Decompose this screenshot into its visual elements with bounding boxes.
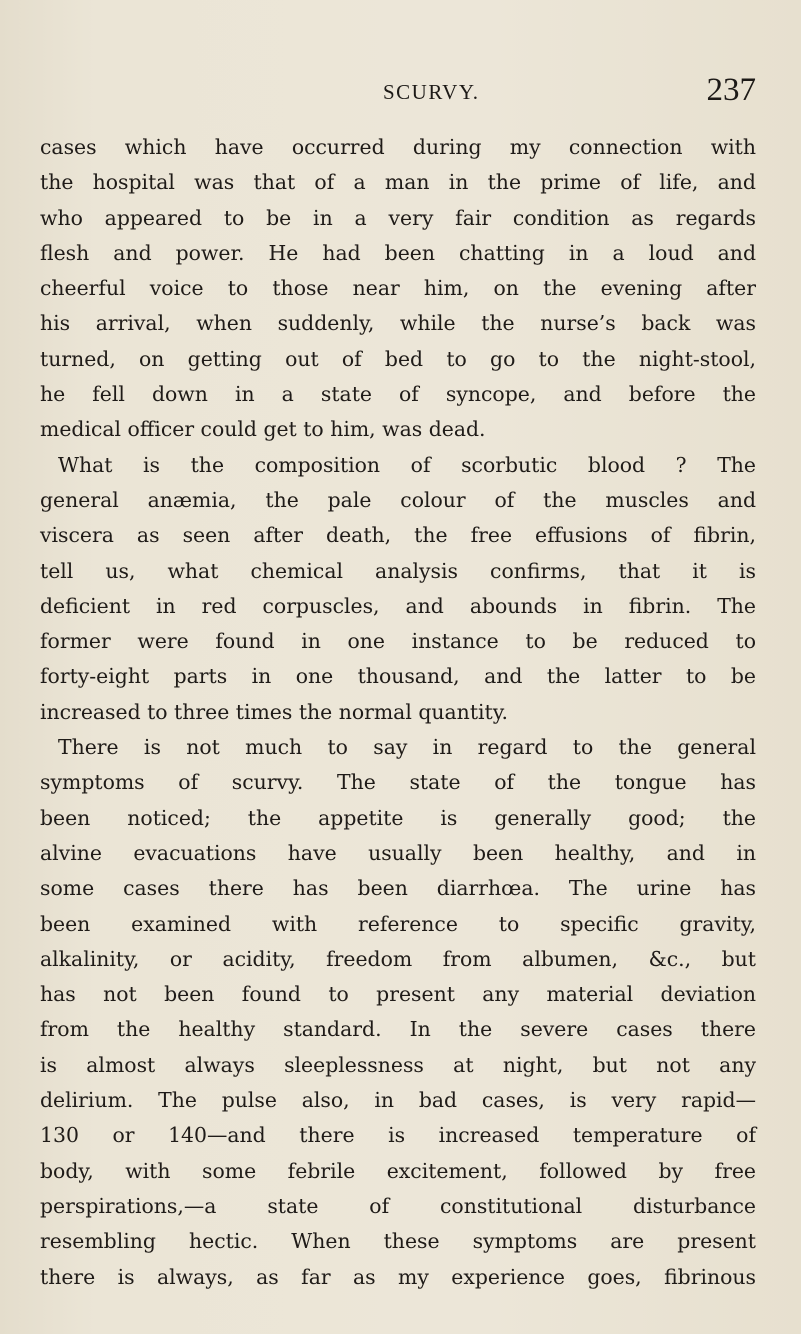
text-line: there is always, as far as my experience goes, fibrinous xyxy=(40,1264,756,1289)
text-line: deficient in red corpuscles, and abounds in fibrin. The xyxy=(40,593,756,618)
text-line: general anæmia, the pale colour of the muscles and xyxy=(40,487,756,512)
page-number: 237 xyxy=(706,72,756,108)
paragraph-start-line: What is the composition of scorbutic blood ? The xyxy=(58,452,756,477)
text-line: tell us, what chemical analysis confirms, that it is xyxy=(40,558,756,583)
text-line: increased to three times the normal quantity. xyxy=(40,699,509,724)
text-line: flesh and power. He had been chatting in a loud and xyxy=(40,240,756,265)
text-line: alvine evacuations have usually been healthy, and in xyxy=(40,840,756,865)
text-line: body, with some febrile excitement, followed by free xyxy=(40,1158,756,1183)
text-line: from the healthy standard. In the severe cases there xyxy=(40,1017,756,1042)
text-line: cases which have occurred during my connection with xyxy=(40,135,756,159)
text-line: medical officer could get to him, was dead. xyxy=(40,417,486,442)
text-line: alkalinity, or acidity, freedom from albumen, &c., but xyxy=(40,946,756,971)
text-line: is almost always sleeplessness at night, but not any xyxy=(40,1052,756,1077)
text-line: has not been found to present any material deviation xyxy=(40,982,756,1007)
text-line: 130 or 140—and there is increased temperature of xyxy=(40,1123,756,1148)
text-line: turned, on getting out of bed to go to the night-stool, xyxy=(40,346,756,371)
text-line: former were found in one instance to be reduced to xyxy=(40,629,756,654)
text-line: delirium. The pulse also, in bad cases, is very rapid— xyxy=(40,1088,756,1113)
text-line: who appeared to be in a very fair condition as regards xyxy=(40,205,756,230)
text-line: some cases there has been diarrhœa. The urine has xyxy=(40,876,756,901)
text-line: the hospital was that of a man in the prime of life, and xyxy=(40,170,756,195)
text-line: forty-eight parts in one thousand, and the latter to be xyxy=(40,664,756,689)
text-line: viscera as seen after death, the free effusions of fibrin, xyxy=(40,523,756,548)
text-line: perspirations,—a state of constitutional disturbance xyxy=(40,1193,756,1218)
text-line: cheerful voice to those near him, on the evening after xyxy=(40,276,756,301)
text-line: resembling hectic. When these symptoms are present xyxy=(40,1229,756,1254)
running-title: SCURVY. xyxy=(383,80,480,104)
text-line: he fell down in a state of syncope, and before the xyxy=(40,382,756,407)
body-text xyxy=(40,130,756,1295)
paragraph-start-line: There is not much to say in regard to the general xyxy=(58,735,756,760)
text-line: been examined with reference to specific gravity, xyxy=(40,911,756,936)
text-line: his arrival, when suddenly, while the nurse’s back was xyxy=(40,311,756,336)
text-line: symptoms of scurvy. The state of the tongue has xyxy=(40,770,756,795)
text-line: been noticed; the appetite is generally good; the xyxy=(40,805,756,830)
page-header xyxy=(40,72,756,112)
